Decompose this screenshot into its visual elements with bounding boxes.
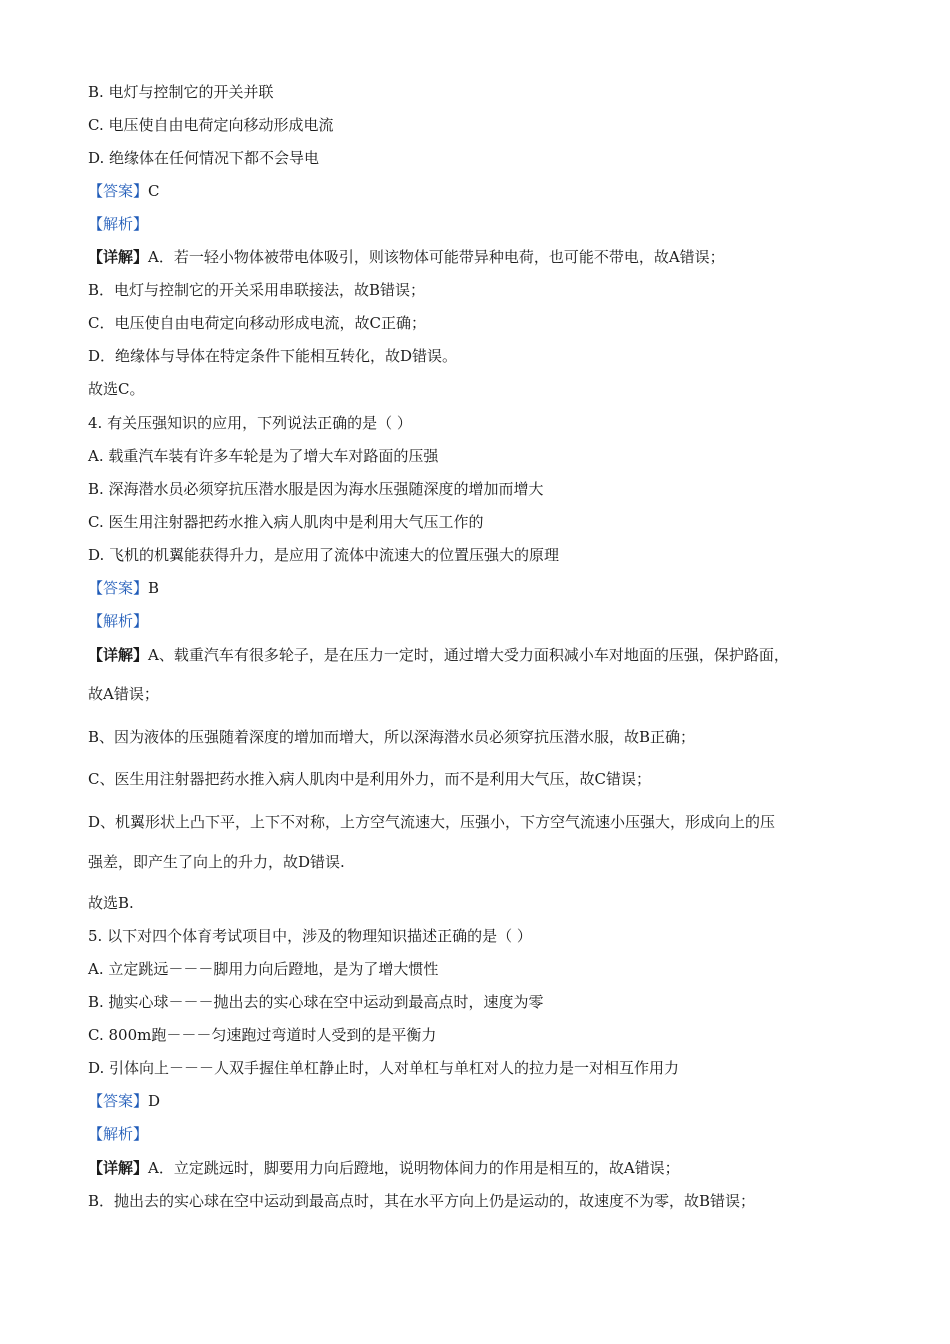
q5-answer — [88, 1091, 160, 1111]
q4-detail-d-line2: 强差，即产生了向上的升力，故D错误. — [88, 853, 345, 871]
q5-option-a: A. 立定跳远－－－脚用力向后蹬地，是为了增大惯性 — [88, 960, 439, 978]
q4-answer — [88, 578, 159, 598]
q4-detail-c: C、医生用注射器把药水推入病人肌肉中是利用外力，而不是利用大气压，故C错误； — [88, 770, 651, 788]
q5-option-d: D. 引体向上－－－人双手握住单杠静止时，人对单杠与单杠对人的拉力是一对相互作用力 — [88, 1059, 680, 1077]
q3-analysis-tag: 【解析】 — [88, 215, 149, 233]
detail-text: A．立定跳远时，脚要用力向后蹬地，说明物体间力的作用是相互的，故A错误； — [148, 1159, 680, 1177]
q4-option-c: C. 医生用注射器把药水推入病人肌肉中是利用大气压工作的 — [88, 513, 484, 531]
q4-analysis-tag: 【解析】 — [88, 612, 149, 630]
q5-option-b: B. 抛实心球－－－抛出去的实心球在空中运动到最高点时，速度为零 — [88, 993, 544, 1011]
q3-answer — [88, 181, 160, 201]
q4-option-d: D. 飞机的机翼能获得升力，是应用了流体中流速大的位置压强大的原理 — [88, 546, 560, 564]
q4-detail-a-line2: 故A错误； — [88, 685, 159, 703]
detail-tag: 【详解】 — [88, 1159, 149, 1177]
q3-option-b: B. 电灯与控制它的开关并联 — [88, 83, 274, 101]
q3-option-c: C. 电压使自由电荷定向移动形成电流 — [88, 116, 334, 134]
detail-tag: 【详解】 — [88, 646, 149, 664]
q3-option-d: D. 绝缘体在任何情况下都不会导电 — [88, 149, 320, 167]
answer-value: B — [148, 579, 160, 597]
q5-analysis-tag: 【解析】 — [88, 1125, 149, 1143]
detail-text: A．若一轻小物体被带电体吸引，则该物体可能带异种电荷，也可能不带电，故A错误； — [148, 248, 725, 266]
q4-conclusion: 故选B. — [88, 894, 134, 912]
q5-detail-b: B．抛出去的实心球在空中运动到最高点时，其在水平方向上仍是运动的，故速度不为零，故B错误； — [88, 1192, 756, 1210]
q4-stem: 4. 有关压强知识的应用，下列说法正确的是（ ） — [88, 414, 412, 432]
q5-option-c: C. 800m跑－－－匀速跑过弯道时人受到的是平衡力 — [88, 1026, 437, 1044]
answer-value: C — [148, 182, 160, 200]
q4-detail-d-line1: D、机翼形状上凸下平，上下不对称，上方空气流速大，压强小，下方空气流速小压强大，形成向上的压 — [88, 813, 776, 831]
q5-stem: 5. 以下对四个体育考试项目中，涉及的物理知识描述正确的是（ ） — [88, 927, 532, 945]
detail-text: A、载重汽车有很多轮子，是在压力一定时，通过增大受力面积减小车对地面的压强，保护路面， — [148, 646, 789, 664]
answer-tag: 【答案】 — [88, 1092, 149, 1110]
q3-detail-d: D．绝缘体与导体在特定条件下能相互转化，故D错误。 — [88, 347, 458, 365]
q4-detail-a-line1 — [88, 645, 789, 665]
answer-tag: 【答案】 — [88, 579, 149, 597]
answer-tag: 【答案】 — [88, 182, 149, 200]
q3-conclusion: 故选C。 — [88, 380, 145, 398]
q3-detail-b: B．电灯与控制它的开关采用串联接法，故B错误； — [88, 281, 426, 299]
q4-detail-b: B、因为液体的压强随着深度的增加而增大，所以深海潜水员必须穿抗压潜水服，故B正确； — [88, 728, 696, 746]
q3-detail-c: C．电压使自由电荷定向移动形成电流，故C正确； — [88, 314, 426, 332]
q3-detail-a — [88, 247, 725, 267]
answer-value: D — [148, 1092, 161, 1110]
detail-tag: 【详解】 — [88, 248, 149, 266]
q4-option-b: B. 深海潜水员必须穿抗压潜水服是因为海水压强随深度的增加而增大 — [88, 480, 544, 498]
q4-option-a: A. 载重汽车装有许多车轮是为了增大车对路面的压强 — [88, 447, 439, 465]
q5-detail-a — [88, 1158, 680, 1178]
